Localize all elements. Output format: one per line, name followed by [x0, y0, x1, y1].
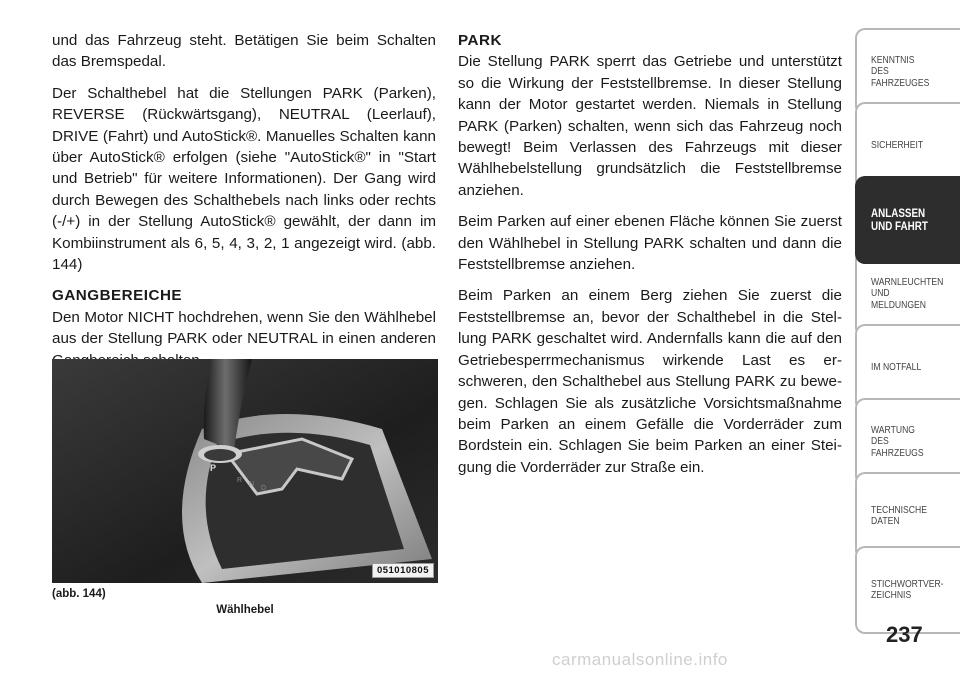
- figure-caption: Wählhebel: [216, 604, 274, 616]
- tab-anlassen-und-fahrt[interactable]: [855, 176, 960, 264]
- paragraph-park-level: Beim Parken auf einer ebenen Fläche können Sie zuerst den Wählhebel in Stellung PARK schalten und dann die Feststellbremse anziehen.: [458, 213, 842, 274]
- paragraph-gangbereiche: Den Motor NICHT hochdrehen, wenn Sie den Wählhebel aus der Stellung PARK oder NEUTRAL in einen anderen: [52, 308, 436, 348]
- tab-label: IM NOTFALL: [871, 361, 922, 374]
- left-column: [52, 30, 436, 381]
- figure-code: 051010805: [372, 563, 434, 578]
- paragraph-park-intro: Die Stellung PARK sperrt das Getriebe und unterstützt so die Wirkung der Feststellbremse. In dieser Stellung kann der Motor gestartet werden. Niemals in Stellung PARK (Parken) schalten, wenn sich das Fahrzeug noch bewegt! Beim Verlassen des Fahrzeugs mit dieser Wählhebelstellung grundsätzlich die Feststellbremse anziehen.: [458, 53, 842, 199]
- tab-label: STICHWORTVER- ZEICHNIS: [871, 577, 944, 601]
- tab-label: SICHERHEIT: [871, 139, 924, 152]
- heading-gangbereiche: GANGBEREICHE: [52, 287, 183, 305]
- tab-label: TECHNISCHE DATEN: [871, 503, 927, 527]
- tab-stichwortverzeichnis[interactable]: [855, 546, 960, 634]
- paragraph-gear-positions: Der Schalthebel hat die Stellungen PARK (Parken), REVERSE (Rückwärtsgang), NEUTRAL (Leerlauf), DRIVE (Fahrt) und AutoStick®. Manuelles Schalten kann über AutoStick® erfolgen (siehe "AutoStick®" in "Start und Betrieb" für weitere Informationen). Der Gang wird durch Bewegen des Schalthebels nach links oder rechts (-/+) in der Stellung AutoStick® gewählt, der dann im Kombiinstrument als 6, 5, 4, 3, 2, 1 angezeigt wird. (abb. 144): [52, 84, 436, 274]
- tab-label: WARTUNG DES FAHRZEUGS: [871, 423, 924, 459]
- figure-reference: (abb. 144): [52, 588, 106, 600]
- gear-letter-p: P: [210, 463, 217, 473]
- gear-letter-n: N: [249, 481, 255, 488]
- paragraph-park-slope: Beim Parken an einem Berg ziehen Sie zuerst die Feststellbremse an, bevor der Schalthebel in die Stellung PARK geschaltet wird. Andernfalls kann die auf den Getriebesperrmechanismus wirkende Last es erschweren, den Schalthebel aus Stellung PARK zu bewegen. Schlagen Sie als zusätzliche Vorsichtsmaßnahme beim Parken an einem Gefälle die Vorderräder zum Bordstein ein. Schlagen Sie beim Parken an einer Steigung die Vorderräder zur Straße ein.: [458, 287, 842, 476]
- gear-letter-r: R: [237, 477, 243, 484]
- gear-selector-photo: [52, 359, 438, 583]
- paragraph-intro: und das Fahrzeug steht. Betätigen Sie beim Schalten das Bremspedal.: [52, 32, 436, 71]
- chapter-tabs: [855, 28, 960, 634]
- tab-label: KENNTNIS DES FAHRZEUGES: [871, 53, 930, 89]
- right-column: [458, 30, 842, 488]
- tab-label: WARNLEUCHTEN UND MELDUNGEN: [871, 275, 944, 311]
- gear-letter-d: D: [261, 485, 267, 492]
- gear-selector-illustration: [52, 359, 438, 583]
- heading-park: PARK: [458, 32, 502, 49]
- page-number: 237: [886, 622, 923, 647]
- watermark: carmanualsonline.info: [552, 650, 728, 669]
- tab-label: ANLASSEN UND FAHRT: [871, 206, 928, 233]
